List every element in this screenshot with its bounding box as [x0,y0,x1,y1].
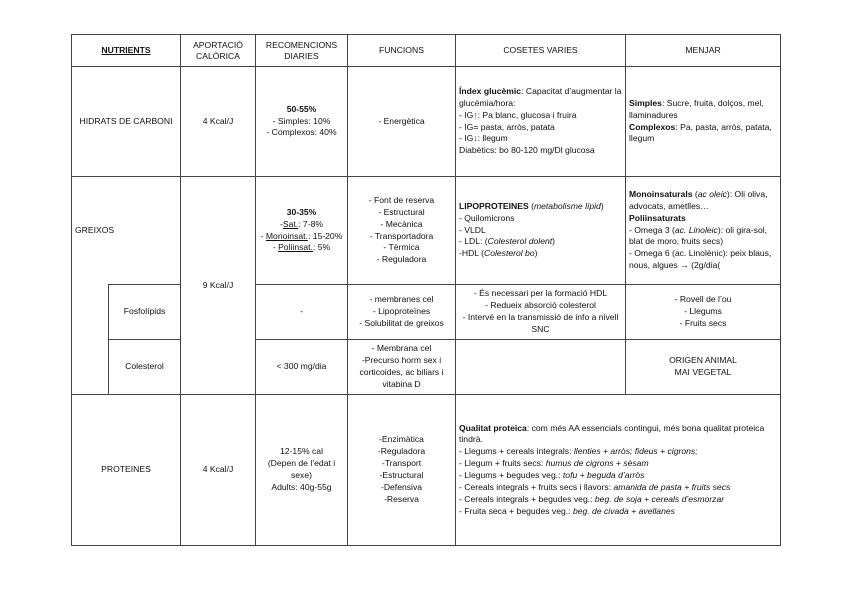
greixos-name: GREIXOS [72,177,181,285]
colesterol-name: Colesterol [109,340,181,395]
header-aportacio: APORTACIÓ CALÒRICA [181,35,256,67]
header-row [72,35,781,67]
combo-line: - Llegum + fruits secs: humus de cigrons + sèsam [459,458,649,469]
combo-line: - Llegums + cereals integrals: llenties + arròs; fideus + cigrons; [459,446,698,457]
colesterol-cosetes [456,340,626,395]
header-cosetes: COSETES VARIES [456,35,626,67]
colesterol-funcions: - Membrana cel -Precurso horm sex i corticoides, ac biliars i vitabina D [348,340,456,395]
hidrats-name: HIDRATS DE CARBONI [72,67,181,177]
row-greixos [72,177,781,285]
proteines-aportacio: 4 Kcal/J [181,395,256,546]
row-fosfolipids [72,285,781,340]
fosfolipids-recomencions: - [256,285,348,340]
greixos-recomencions: 30-35% -Sat.: 7-8% - Monoinsat.: 15-20% - Poliinsat.: 5% [256,177,348,285]
greixos-aportacio: 9 Kcal/J [181,177,256,395]
colesterol-menjar: ORIGEN ANIMAL MAI VEGETAL [626,340,781,395]
row-colesterol [72,340,781,395]
hidrats-funcions: - Energètica [348,67,456,177]
greixos-funcions: - Font de reserva - Estructural - Mecànica - Transportadora - Tèrmica - Reguladora [348,177,456,285]
proteines-cosetes: Qualitat proteica: com més AA essencials contingui, més bona qualitat proteica tindrà. - Llegums + cereals integrals: llenties + arròs; fideus + cigrons; - Llegum + fruits secs: humus de cigrons + sèsam - Llegums + begudes veg.: tofu + beguda d’arròs - Cereals integrals + fruits secs i llavors: amanida de pasta + fruits secs - Cereals integrals + begudes veg.: beg. de soja + cereals d’esmorzar - Fruita seca + begudes veg.: beg. de civada + avellanes [456,395,781,546]
greixos-menjar: Monoinsaturals (ac oleic): Oli oliva, advocats, ametlles… Poliinsaturats - Omega 3 (ac. Linoleic): oli gira-sol, blat de moro, fruits secs) - Omega 6 (ac. Linolènic): peix blaus, nous, algues → (2g/dia( [626,177,781,285]
combo-line: - Fruita seca + begudes veg.: beg. de civada + avellanes [459,505,675,516]
row-hidrats [72,67,781,177]
header-funcions: FUNCIONS [348,35,456,67]
colesterol-recomencions: < 300 mg/dia [256,340,348,395]
hidrats-menjar: Simples: Sucre, fruita, dolços, mel, llaminadures Complexos: Pa, pasta, arròs, patata, llegum [626,67,781,177]
nutrients-table [71,34,781,546]
proteines-funcions: -Enzimàtica -Reguladora -Transport -Estructural -Defensiva -Reserva [348,395,456,546]
fosfolipids-menjar: - Rovell de l’ou - Llegums - Fruits secs [626,285,781,340]
hidrats-recomencions: 50-55% - Simples: 10% - Complexos: 40% [256,67,348,177]
header-recomencions: RECOMENCIONS DIARIES [256,35,348,67]
fosfolipids-name: Fosfolípids [109,285,181,340]
header-nutrients: NUTRIENTS [72,35,181,67]
fosfolipids-cosetes: - És necessari per la formació HDL - Redueix absorció colesterol - Intervé en la transmissió de info a nivell SNC [456,285,626,340]
proteines-recomencions: 12-15% cal (Depen de l’edat i sexe) Adults: 40g-55g [256,395,348,546]
greixos-spacer [72,285,109,395]
fosfolipids-funcions: - membranes cel - Lipoproteïnes - Solubilitat de greixos [348,285,456,340]
proteines-name: PROTEINES [72,395,181,546]
row-proteines [72,395,781,546]
hidrats-cosetes: Índex glucèmic: Capacitat d’augmentar la glucèmia/hora: - IG↑: Pa blanc, glucosa i fruira - IG= pasta, arròs, patata - IG↓: llegum Diabètics: bo 80-120 mg/Dl glucosa [456,67,626,177]
combo-line: - Cereals integrals + fruits secs i llavors: amanida de pasta + fruits secs [459,481,731,492]
combo-line: - Cereals integrals + begudes veg.: beg. de soja + cereals d’esmorzar [459,493,725,504]
header-menjar: MENJAR [626,35,781,67]
combo-line: - Llegums + begudes veg.: tofu + beguda d’arròs [459,470,645,480]
greixos-cosetes: LIPOPROTEINES (metabolisme lípid) - Quilomicrons - VLDL - LDL: (Colesterol dolent) -HDL (Colesterol bo) [456,177,626,285]
hidrats-aportacio: 4 Kcal/J [181,67,256,177]
